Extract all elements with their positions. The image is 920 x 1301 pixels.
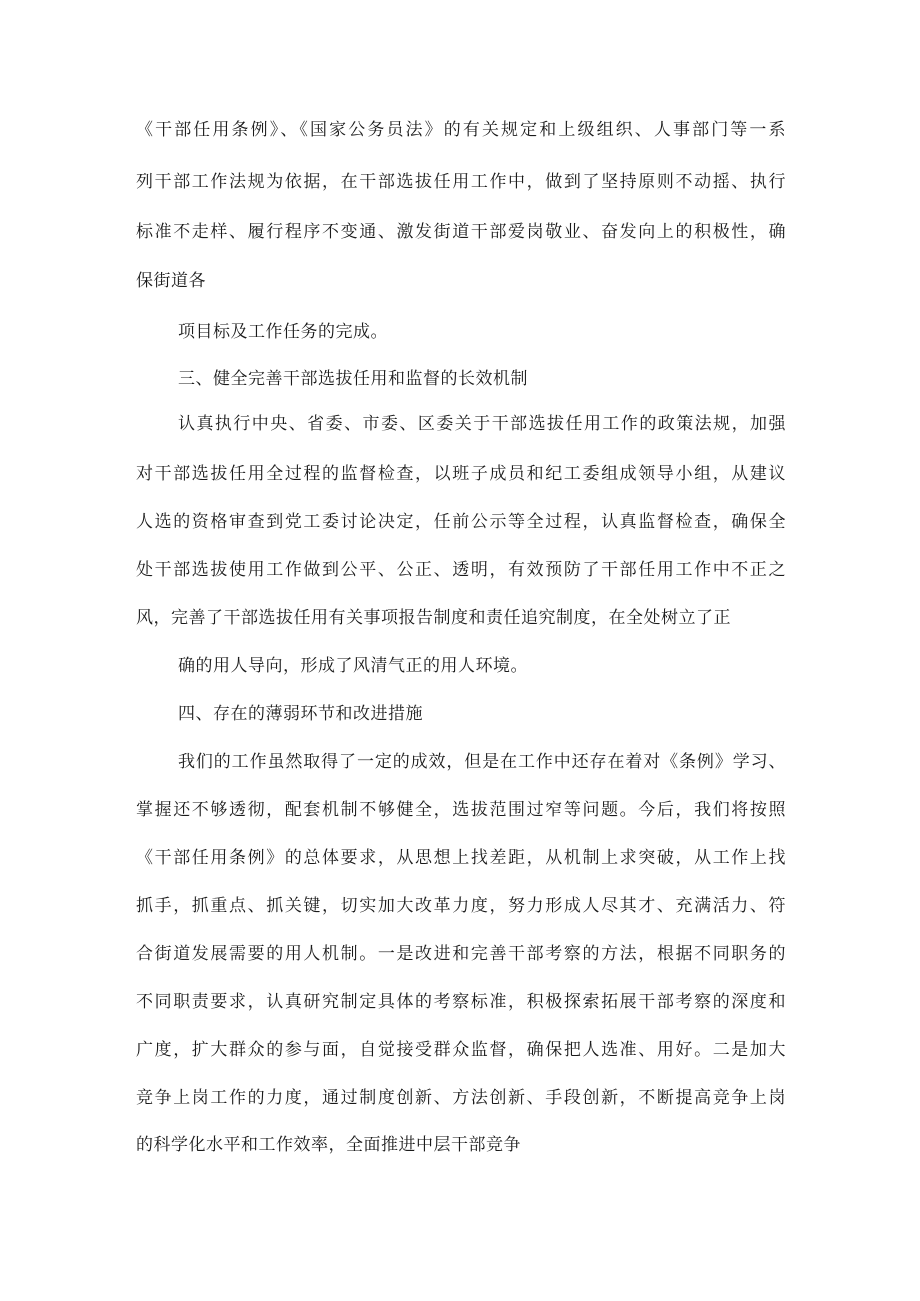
text-line: 人选的资格审查到党工委讨论决定，任前公示等全过程，认真监督检查，确保全 bbox=[136, 512, 786, 532]
text-line: 不同职责要求，认真研究制定具体的考察标准，积极探索拓展干部考察的深度和 bbox=[136, 992, 786, 1012]
text-line: 标准不走样、履行程序不变通、激发街道干部爱岗敬业、奋发向上的积极性，确 bbox=[136, 222, 786, 242]
text-line: 处干部选拔使用工作做到公平、公正、透明，有效预防了干部任用工作中不正之 bbox=[136, 560, 786, 580]
text-line: 广度，扩大群众的参与面，自觉接受群众监督，确保把人选准、用好。二是加大 bbox=[136, 1040, 786, 1060]
text-line: 确的用人导向，形成了风清气正的用人环境。 bbox=[178, 656, 528, 676]
text-line: 保街道各 bbox=[136, 271, 206, 291]
text-line: 列干部工作法规为依据，在干部选拔任用工作中，做到了坚持原则不动摇、执行 bbox=[136, 172, 786, 192]
text-line: 认真执行中央、省委、市委、区委关于干部选拔任用工作的政策法规，加强 bbox=[178, 414, 786, 434]
text-line: 项目标及工作任务的完成。 bbox=[178, 322, 388, 342]
text-line: 竞争上岗工作的力度，通过制度创新、方法创新、手段创新，不断提高竞争上岗 bbox=[136, 1088, 786, 1108]
section-heading: 三、健全完善干部选拔任用和监督的长效机制 bbox=[178, 369, 528, 389]
text-line: 抓手，抓重点、抓关键，切实加大改革力度，努力形成人尽其才、充满活力、符 bbox=[136, 896, 786, 916]
text-line: 《干部任用条例》的总体要求，从思想上找差距，从机制上求突破，从工作上找 bbox=[136, 848, 786, 868]
text-line: 我们的工作虽然取得了一定的成效，但是在工作中还存在着对《条例》学习、 bbox=[178, 752, 786, 772]
text-line: 对干部选拔任用全过程的监督检查，以班子成员和纪工委组成领导小组，从建议 bbox=[136, 464, 786, 484]
text-line: 合街道发展需要的用人机制。一是改进和完善干部考察的方法，根据不同职务的 bbox=[136, 944, 786, 964]
text-line: 风，完善了干部选拔任用有关事项报告制度和责任追究制度，在全处树立了正 bbox=[136, 608, 731, 628]
section-heading: 四、存在的薄弱环节和改进措施 bbox=[178, 704, 423, 724]
text-line: 《干部任用条例》、《国家公务员法》的有关规定和上级组织、人事部门等一系 bbox=[136, 120, 786, 140]
text-line: 的科学化水平和工作效率，全面推进中层干部竞争 bbox=[136, 1135, 521, 1155]
text-line: 掌握还不够透彻，配套机制不够健全，选拔范围过窄等问题。今后，我们将按照 bbox=[136, 800, 786, 820]
